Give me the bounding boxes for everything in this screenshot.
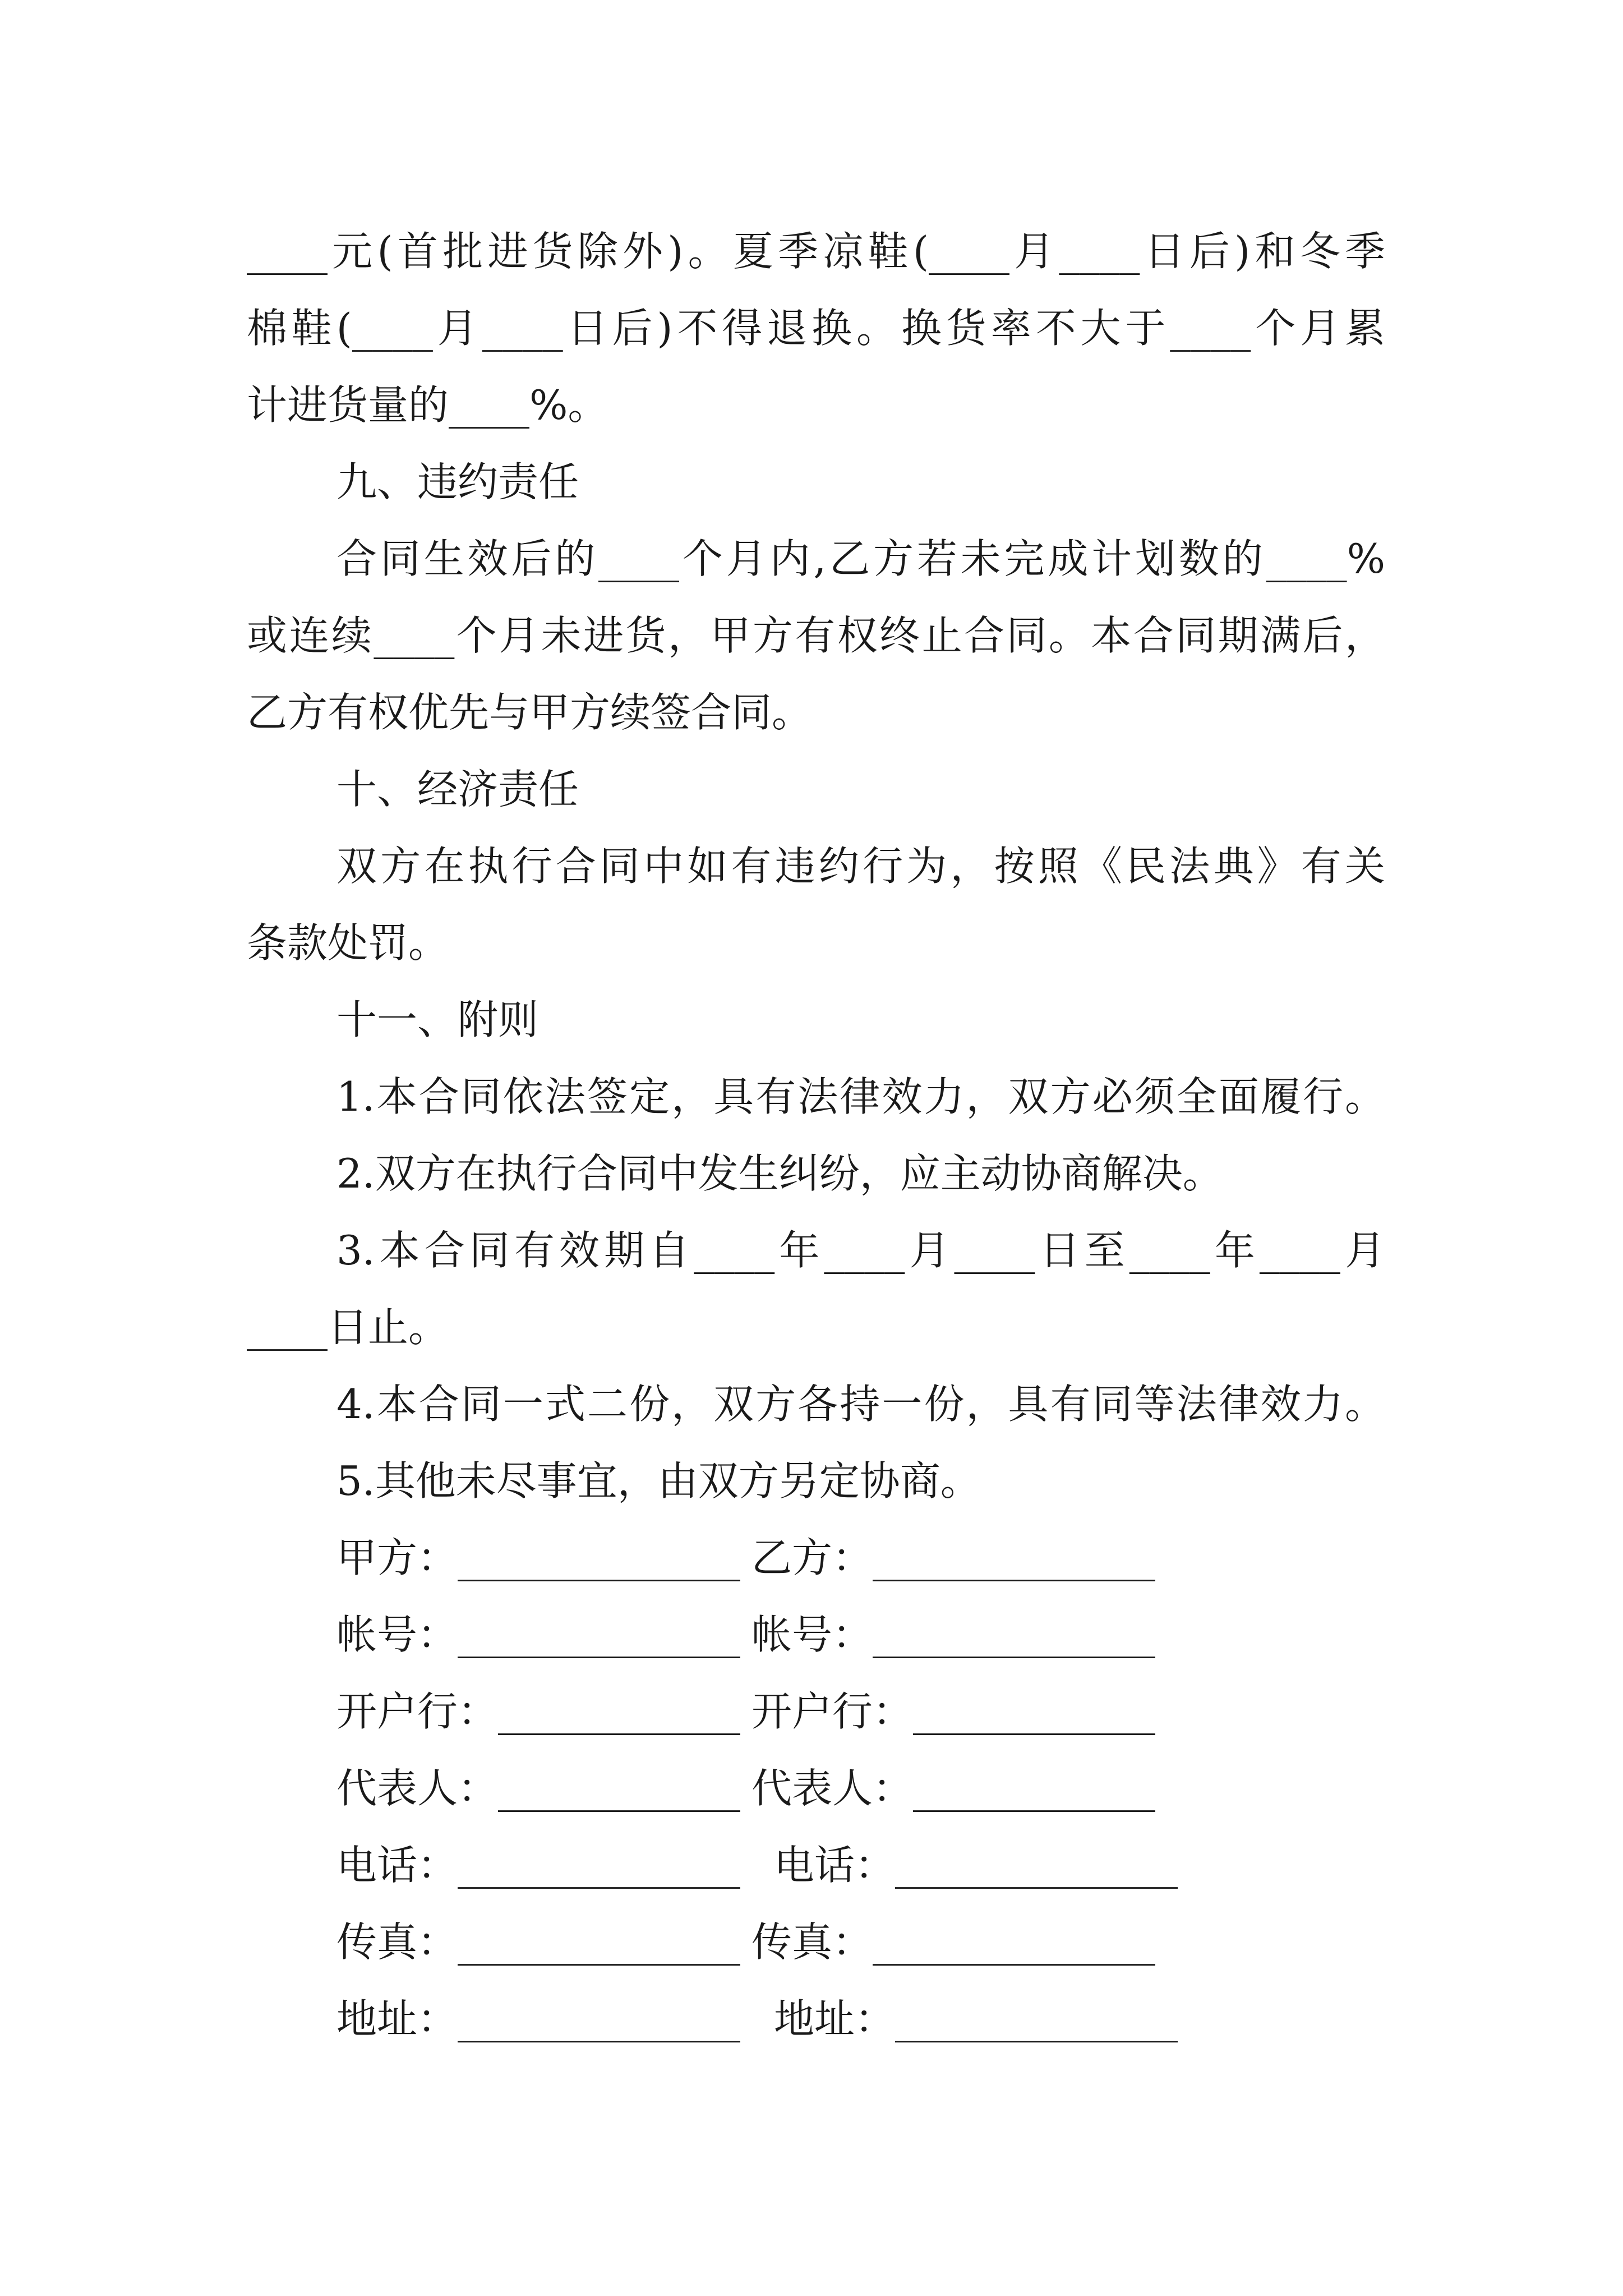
clause-4: 4.本合同一式二份，双方各持一份，具有同等法律效力。 [336,1381,1385,1428]
signature-row-party [247,1520,1385,1596]
paragraph-line: 棉鞋(____月____日后)不得退换。换货率不大于____个月累 [247,305,1385,352]
signature-row-fax [247,1904,1385,1981]
paragraph-line: 乙方有权优先与甲方续签合同。 [247,689,813,736]
paragraph-line: 条款处罚。 [247,919,449,967]
party-a-label: 甲方：______________ [336,1534,741,1581]
party-b-phone: 电话：______________ [774,1842,1178,1889]
party-a-address: 地址：______________ [336,1995,741,2042]
clause-5: 5.其他未尽事宜，由双方另定协商。 [336,1457,981,1504]
party-a-bank: 开户行：____________ [336,1688,741,1735]
section-heading-breach: 九、违约责任 [336,458,579,505]
paragraph-line: 计进货量的____%。 [247,381,608,429]
section-heading-appendix: 十一、附则 [336,996,539,1043]
signature-row-account [247,1596,1385,1673]
party-b-representative: 代表人：____________ [751,1765,1156,1812]
party-b-account: 帐号：______________ [751,1611,1156,1658]
clause-1: 1.本合同依法签定，具有法律效力，双方必须全面履行。 [336,1073,1385,1120]
section-heading-economic: 十、经济责任 [336,766,579,813]
clause-2: 2.双方在执行合同中发生纠纷，应主动协商解决。 [336,1150,1223,1197]
party-b-label: 乙方：______________ [751,1534,1156,1581]
clause-3: 3.本合同有效期自____年____月____日至____年____月 [336,1227,1385,1274]
document-body [247,213,1385,2058]
signature-row-address [247,1981,1385,2058]
paragraph-line: 或连续____个月未进货，甲方有权终止合同。本合同期满后， [247,612,1385,659]
party-a-fax: 传真：______________ [336,1918,741,1966]
party-b-fax: 传真：______________ [751,1918,1156,1966]
paragraph-line: 双方在执行合同中如有违约行为，按照《民法典》有关 [336,843,1385,890]
paragraph-line: 合同生效后的____个月内,乙方若未完成计划数的____% [336,535,1385,582]
party-a-phone: 电话：______________ [336,1842,741,1889]
party-a-representative: 代表人：____________ [336,1765,741,1812]
paragraph-line: ____元(首批进货除外)。夏季凉鞋(____月____日后)和冬季 [247,228,1385,275]
signature-row-bank [247,1673,1385,1750]
party-a-account: 帐号：______________ [336,1611,741,1658]
party-b-address: 地址：______________ [774,1995,1178,2042]
signature-row-representative [247,1750,1385,1827]
party-b-bank: 开户行：____________ [751,1688,1156,1735]
signature-row-phone [247,1827,1385,1904]
clause-3-continued: ____日止。 [247,1304,449,1351]
